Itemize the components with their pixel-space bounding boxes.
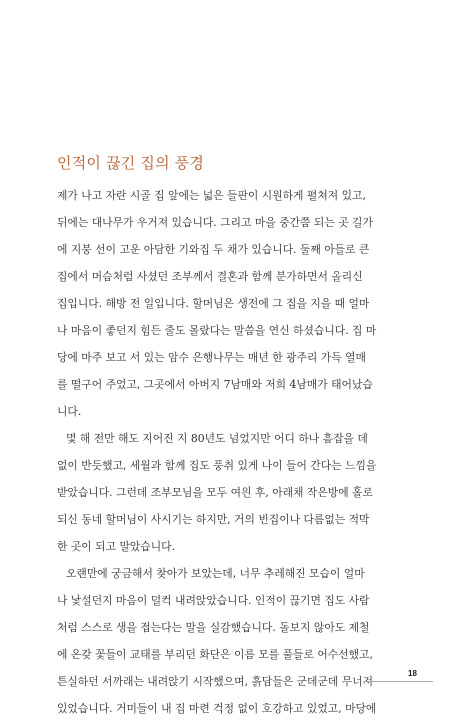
body-text — [57, 182, 377, 722]
text-line: 처럼 스스로 생을 접는다는 말을 실감했습니다. 돌보지 않아도 제철 — [57, 621, 370, 634]
text-line: 뒤에는 대나무가 우거져 있습니다. 그리고 마을 중간쯤 되는 곳 길가 — [57, 216, 373, 229]
text-line: 받았습니다. 그런데 조부모님을 모두 여읜 후, 아래채 작은방에 홀로 — [57, 486, 373, 499]
text-line: 되신 동네 할머님이 사시기는 하지만, 거의 빈집이나 다름없는 적막 — [57, 513, 370, 526]
text-line: 에 온갖 꽃들이 교태를 부리던 화단은 이름 모를 풀들로 어수선했고, — [57, 648, 373, 661]
text-line: 나 마음이 좋던지 힘든 줄도 몰랐다는 말씀을 연신 하셨습니다. 집 마 — [57, 324, 377, 337]
text-line: 제가 나고 자란 시골 집 앞에는 넓은 들판이 시원하게 펼쳐져 있고, — [57, 189, 366, 202]
text-line: 당에 마주 보고 서 있는 암수 은행나무는 매년 한 광주리 가득 열매 — [57, 351, 366, 364]
text-line: 오랜만에 궁금해서 찾아가 보았는데, 너무 추레해진 모습이 얼마 — [66, 567, 365, 580]
text-line: 나 낯설던지 마음이 덜컥 내려앉았습니다. 인적이 끊기면 집도 사람 — [57, 594, 370, 607]
text-line: 집에서 머슴처럼 사셨던 조부께서 결혼과 함께 분가하면서 올리신 — [57, 270, 363, 283]
page-number: 18 — [408, 669, 417, 678]
text-line: 튼실하던 서까래는 내려앉기 시작했으며, 흙담들은 군데군데 무너져 — [57, 675, 374, 688]
text-line: 에 지붕 선이 고운 아담한 기와집 두 채가 있습니다. 둘째 아들로 큰 — [57, 243, 370, 256]
text-line: 한 곳이 되고 말았습니다. — [57, 540, 176, 553]
footer-divider — [363, 681, 433, 682]
text-line: 집입니다. 해방 전 일입니다. 할머님은 생전에 그 집을 지을 때 얼마 — [57, 297, 370, 310]
text-line: 를 떨구어 주었고, 그곳에서 아버지 7남매와 저희 4남매가 태어났습 — [57, 378, 373, 391]
text-line: 니다. — [57, 405, 82, 418]
paragraph-3 — [57, 560, 377, 722]
text-line: 몇 해 전만 해도 지어진 지 80년도 넘었지만 어디 하나 흠잡을 데 — [66, 432, 368, 445]
paragraph-2 — [57, 425, 377, 560]
paragraph-1 — [57, 182, 377, 425]
text-line: 있었습니다. 거미들이 내 집 마련 걱정 없이 호강하고 있었고, 마당에 — [57, 702, 377, 715]
text-line: 없이 반듯했고, 세월과 함께 집도 풍취 있게 나이 들어 간다는 느낌을 — [57, 459, 377, 472]
section-title: 인적이 끊긴 집의 풍경 — [57, 154, 205, 172]
